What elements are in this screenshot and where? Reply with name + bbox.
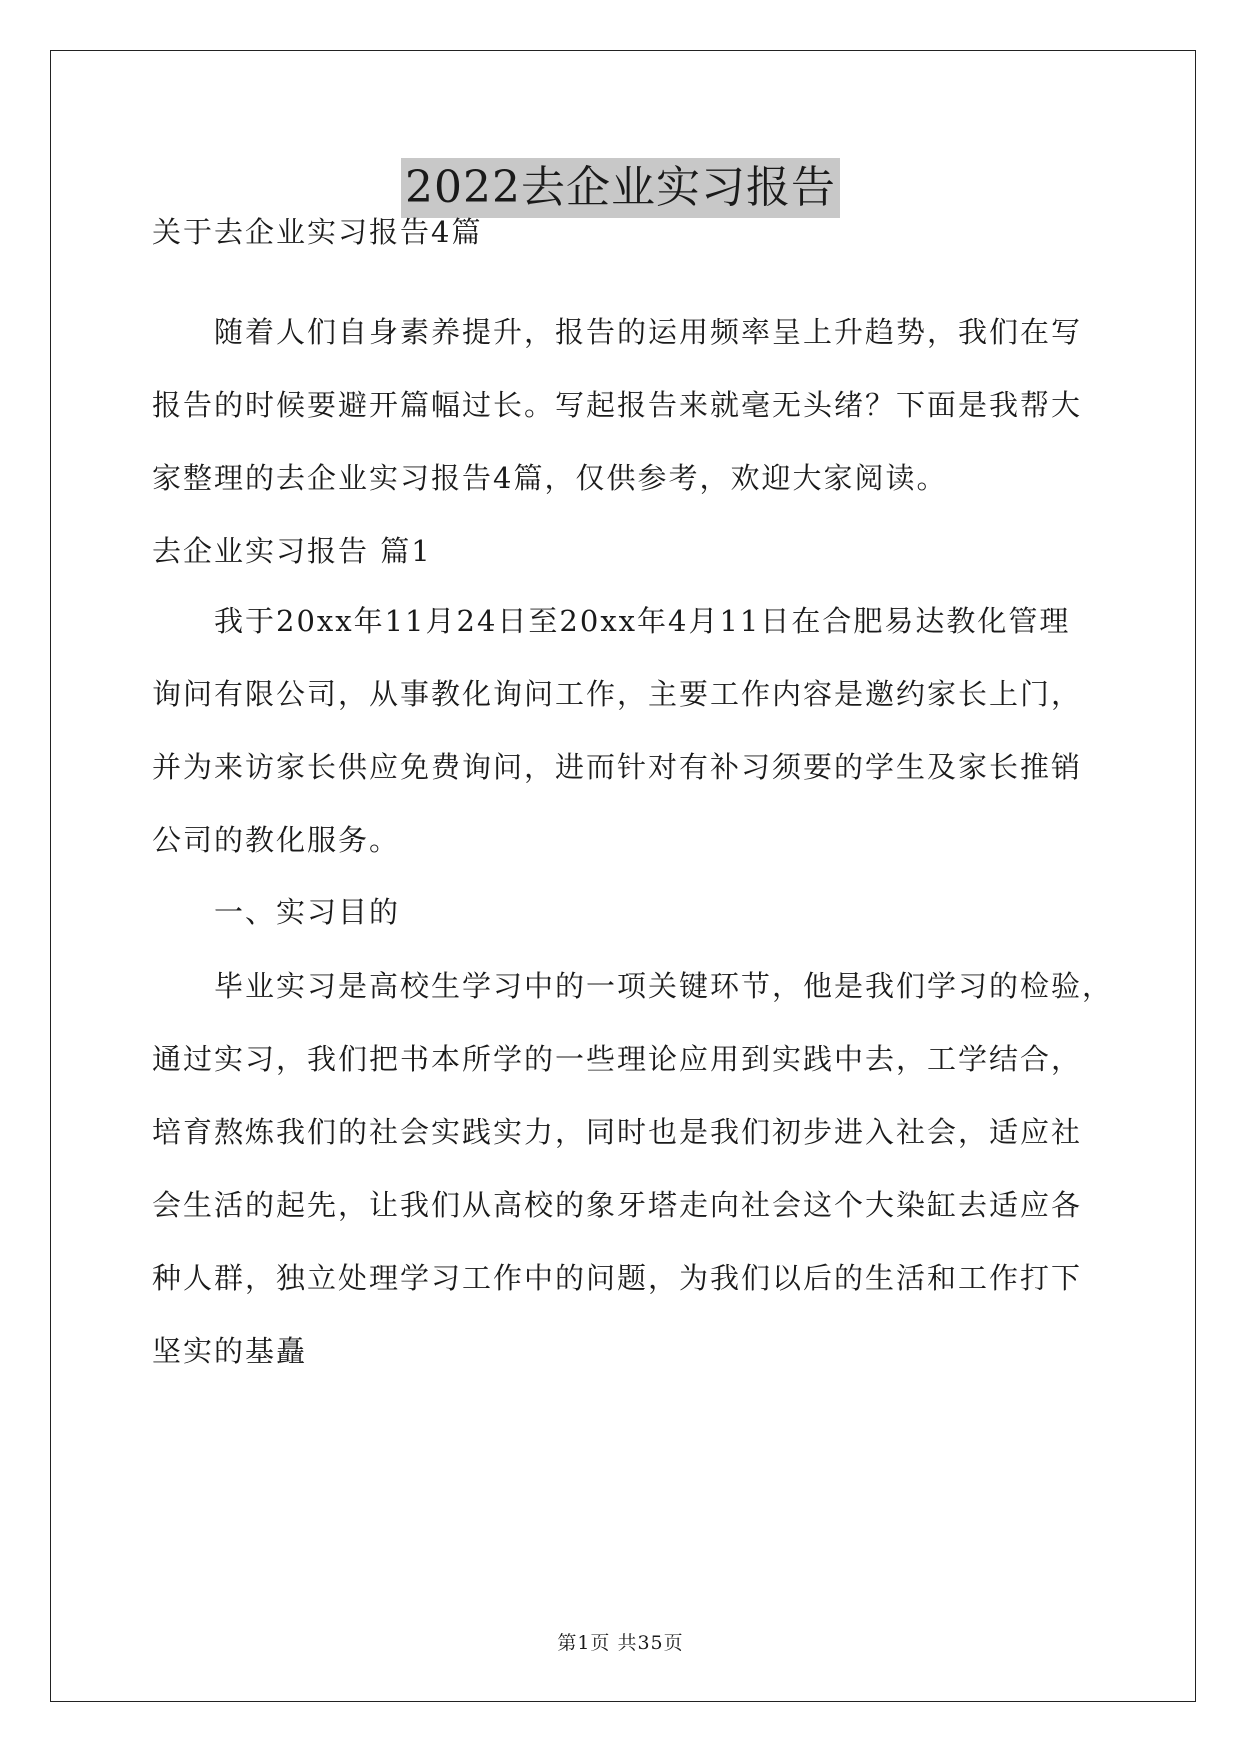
- section-heading: 去企业实习报告 篇1: [152, 534, 432, 568]
- paragraph-line: 家整理的去企业实习报告4篇，仅供参考，欢迎大家阅读。: [152, 461, 948, 495]
- subtitle-line: 关于去企业实习报告4篇: [152, 215, 483, 249]
- paragraph-line: 坚实的基矗: [152, 1334, 308, 1368]
- paragraph-line: 培育熬炼我们的社会实践实力，同时也是我们初步进入社会，适应社: [152, 1115, 1083, 1149]
- paragraph-line: 并为来访家长供应免费询问，进而针对有补习须要的学生及家长推销: [152, 750, 1083, 784]
- paragraph-line: 通过实习，我们把书本所学的一些理论应用到实践中去，工学结合，: [152, 1042, 1083, 1076]
- subsection-heading: 一、实习目的: [214, 895, 401, 929]
- document-title: 2022去企业实习报告: [401, 158, 840, 218]
- page-border: [50, 50, 1196, 1702]
- paragraph-line: 毕业实习是高校生学习中的一项关键环节，他是我们学习的检验，: [214, 969, 1114, 1003]
- paragraph-line: 会生活的起先，让我们从高校的象牙塔走向社会这个大染缸去适应各: [152, 1188, 1083, 1222]
- page-footer: 第1页 共35页: [557, 1632, 684, 1654]
- paragraph-line: 公司的教化服务。: [152, 823, 401, 857]
- title-wrap: [0, 158, 1241, 218]
- paragraph-line: 询问有限公司，从事教化询问工作，主要工作内容是邀约家长上门，: [152, 677, 1083, 711]
- paragraph-line: 种人群，独立处理学习工作中的问题，为我们以后的生活和工作打下: [152, 1261, 1083, 1295]
- paragraph-line: 报告的时候要避开篇幅过长。写起报告来就毫无头绪？下面是我帮大: [152, 388, 1083, 422]
- paragraph-line: 随着人们自身素养提升，报告的运用频率呈上升趋势，我们在写: [214, 315, 1083, 349]
- paragraph-line: 我于20xx年11月24日至20xx年4月11日在合肥易达教化管理: [214, 604, 1071, 638]
